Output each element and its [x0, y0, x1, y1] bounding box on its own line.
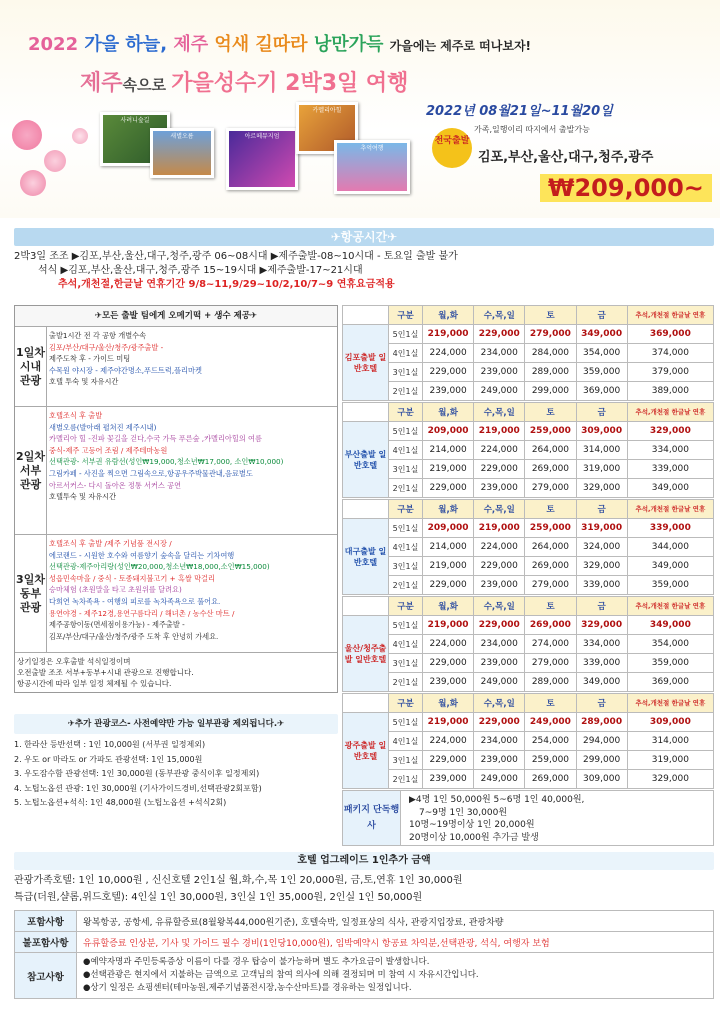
price-cell: 279,000: [525, 325, 576, 344]
departure-cities: 김포,부산,울산,대구,청주,광주: [478, 150, 654, 165]
price-cell: 329,000: [627, 770, 713, 789]
itinerary-line: 선택관광-제주아리랑(성인₩20,000,청소년₩18,000,소인₩15,000): [49, 562, 270, 572]
price-cell: 219,000: [474, 422, 525, 441]
price-cell: 254,000: [525, 732, 576, 751]
price-cell: 349,000: [627, 479, 713, 498]
price-cell: 369,000: [627, 325, 713, 344]
price-cell: 219,000: [423, 460, 474, 479]
price-header-cell: 토: [525, 403, 576, 422]
upgrade-title: 호텔 업그레이드 1인추가 금액: [14, 852, 714, 870]
price-header-cell: 수,목,일: [474, 403, 525, 422]
package-line: 10명~19명이상 1인 20,000원: [409, 820, 535, 830]
price-row: [343, 616, 714, 635]
price-cell: 249,000: [474, 382, 525, 401]
note-line: 항공시간에 따라 일부 일정 체제될 수 있습니다.: [17, 679, 172, 688]
day-1: [15, 326, 337, 406]
room-type-cell: 5인1실: [389, 713, 423, 732]
itinerary-line: 제주공항이동(면세점이용가능) - 제주출발 -: [49, 620, 185, 630]
photo-label: 새별오름: [170, 133, 194, 140]
room-type-cell: 4인1실: [389, 538, 423, 557]
price-cell: 379,000: [627, 363, 713, 382]
price-row: [343, 422, 714, 441]
price-cell: 349,000: [627, 616, 713, 635]
itinerary-line: 중식-제주 고등어 조림 / 제주테마농원: [49, 445, 168, 455]
price-cell: 224,000: [423, 732, 474, 751]
price-cell: 219,000: [423, 557, 474, 576]
photo-label: 아르떼뮤지엄: [244, 133, 280, 140]
itinerary-line: 김포/부산/대구/울산/청주/광주 도착 후 안녕히 가세요.: [49, 631, 219, 641]
price-cell: 229,000: [423, 751, 474, 770]
photo-pink-field: [334, 140, 410, 194]
price-cell: 329,000: [576, 616, 627, 635]
price-header-cell: 토: [525, 597, 576, 616]
hotel-header-cell: [343, 306, 389, 325]
price-header-cell: 구분: [389, 403, 423, 422]
price-cell: 334,000: [576, 635, 627, 654]
hotel-header-cell: [343, 694, 389, 713]
day-label: 2일차 서부 관광: [15, 407, 47, 534]
room-type-cell: 4인1실: [389, 441, 423, 460]
extra-tour-item: 3. 우도잠수함 관광선택: 1인 30,000원 (동부관광 중식이후 일정제외): [14, 769, 260, 778]
price-cell: 219,000: [423, 616, 474, 635]
price-cell: 219,000: [423, 325, 474, 344]
travel-date-range: 2022년 08월21일~11월20일: [426, 104, 613, 119]
itinerary-line: 김포/부산/대구/울산/청주/광주출발 -: [49, 342, 164, 352]
room-type-cell: 5인1실: [389, 616, 423, 635]
price-header-cell: 금: [576, 694, 627, 713]
price-cell: 259,000: [525, 422, 576, 441]
price-cell: 279,000: [525, 576, 576, 595]
price-cell: 324,000: [576, 538, 627, 557]
price-cell: 374,000: [627, 344, 713, 363]
price-cell: 309,000: [627, 713, 713, 732]
package-details: [409, 794, 584, 844]
hotel-label: 부산출발 일반호텔: [343, 422, 389, 498]
price-cell: 219,000: [423, 713, 474, 732]
price-row: [343, 382, 714, 401]
headline-part: 가을 하늘,: [84, 34, 174, 55]
itinerary-line: 승마체험 (초원말을 타고 초원위를 달려요): [49, 585, 182, 595]
itinerary-line: 선택관광- 서부권 유람선(성인₩19,000,청소년₩17,000, 소인₩10,000): [49, 457, 284, 467]
price-cell: 319,000: [576, 519, 627, 538]
photo-museum: [226, 128, 298, 190]
price-cell: 299,000: [525, 382, 576, 401]
day-label: 1일차 시내 관광: [15, 327, 47, 406]
price-cell: 209,000: [423, 422, 474, 441]
extra-tour-item: 4. 노팁노옵션 관광: 1인 30,000원 (기사가이드경비,선택관광2회포함): [14, 783, 262, 793]
hotel-label: 김포출발 일반호텔: [343, 325, 389, 401]
extra-tour-item: 5. 노팁노옵션+석식: 1인 48,000원 (노팁노옵션 +석식2회): [14, 798, 227, 807]
package-line: 7~9명 1인 30,000원: [419, 807, 508, 818]
note-line: 상기일정은 오후출발 석식일정이며: [17, 657, 131, 666]
room-type-cell: 3인1실: [389, 363, 423, 382]
price-cell: 259,000: [525, 751, 576, 770]
price-cell: 269,000: [525, 557, 576, 576]
price-cell: 289,000: [525, 673, 576, 692]
include-label: 포함사항: [15, 911, 77, 932]
room-type-cell: 5인1실: [389, 519, 423, 538]
itinerary-line: 제주도착 후 - 가이드 미팅: [49, 354, 131, 364]
price-cell: 214,000: [423, 538, 474, 557]
itinerary-line: 다희연 녹차족욕 - 여행의 피로를 녹차족욕으로 풀어요.: [49, 596, 221, 606]
price-table: [342, 499, 714, 595]
itinerary-line: 그림카페 - 사진을 찍으면 그림속으로,항공우주박물관내,음료별도: [49, 468, 253, 478]
title-part: 제주: [80, 71, 123, 96]
day-details: [49, 410, 333, 503]
price-row: [343, 519, 714, 538]
price-header-cell: 수,목,일: [474, 694, 525, 713]
price-cell: 269,000: [525, 460, 576, 479]
itinerary-line: 카멜리아 힐 -진파 꽃길을 걷다,수국 가득 푸른숲 ,카멜리아힐의 여름: [49, 434, 262, 444]
package-line: ▶4명 1인 50,000원 5~6명 1인 40,000원,: [409, 795, 585, 805]
nationwide-badge: 전국출발: [432, 128, 472, 168]
flower-decoration: [72, 128, 88, 144]
room-type-cell: 4인1실: [389, 344, 423, 363]
itinerary-line: 호텔조식 후 출발: [49, 411, 103, 420]
price-row: [343, 479, 714, 498]
price-cell: 264,000: [525, 441, 576, 460]
hotel-label: 대구출발 일반호텔: [343, 519, 389, 595]
upgrade-line: 관광가족호텔: 1인 10,000원 , 신신호텔 2인1실 월,화,수,목 1인 20,000원, 금,토,연휴 1인 30,000원: [14, 875, 463, 886]
price-cell: 224,000: [423, 344, 474, 363]
extra-tour-title: ✈추가 관광코스- 사전예약만 가능 일부관광 제외됩니다.✈: [14, 714, 338, 734]
price-cell: 209,000: [423, 519, 474, 538]
itinerary-line: 출발1시간 전 각 공항 개별수속: [49, 331, 147, 340]
price-cell: 269,000: [525, 616, 576, 635]
exclude-text: 유류할증료 인상분, 기사 및 가이드 필수 경비(1인당10,000원), 임박예약시 항공료 차익분,선택관광, 석식, 여행자 보험: [77, 932, 714, 953]
price-cell: 339,000: [627, 460, 713, 479]
price-cell: 349,000: [627, 557, 713, 576]
flower-decoration: [12, 120, 42, 150]
price-cell: 309,000: [576, 422, 627, 441]
price-cell: 334,000: [627, 441, 713, 460]
hotel-header-cell: [343, 403, 389, 422]
hotel-label: 광주출발 일반호텔: [343, 713, 389, 789]
itinerary-line: 호텔투숙 및 자유시간: [49, 492, 117, 502]
price-cell: 239,000: [474, 654, 525, 673]
price-row: [343, 576, 714, 595]
price-cell: 219,000: [474, 519, 525, 538]
headline-part: 제주: [173, 34, 215, 55]
include-row: [15, 911, 714, 932]
room-type-cell: 3인1실: [389, 557, 423, 576]
price-cell: 239,000: [474, 479, 525, 498]
price-cell: 274,000: [525, 635, 576, 654]
price-row: [343, 770, 714, 789]
hero-headline: [28, 30, 531, 56]
upgrade-line: 특급(더원,샬롬,위드호텔): 4인실 1인 30,000원, 3인실 1인 35,000원, 2인실 1인 50,000원: [14, 892, 423, 903]
price-row: [343, 441, 714, 460]
price-row: [343, 325, 714, 344]
price-table: [342, 402, 714, 498]
price-cell: 289,000: [576, 713, 627, 732]
price-cell: 359,000: [627, 576, 713, 595]
price-header-cell: 추석,개천절 한글날 연휴: [627, 500, 713, 519]
price-header-cell: 수,목,일: [474, 597, 525, 616]
price-cell: 239,000: [474, 576, 525, 595]
price-cell: 339,000: [627, 519, 713, 538]
price-cell: 314,000: [576, 441, 627, 460]
flight-row-morning: [14, 250, 714, 264]
price-header-row: [343, 597, 714, 616]
price-cell: 224,000: [474, 441, 525, 460]
flower-decoration: [20, 170, 46, 196]
price-header-cell: 월,화: [423, 306, 474, 325]
price-row: [343, 654, 714, 673]
room-type-cell: 5인1실: [389, 422, 423, 441]
price-cell: 239,000: [474, 363, 525, 382]
flight-text: ▶김포,부산,울산,대구,청주,광주 15~19시대 ▶제주출발-17~21시대: [60, 265, 363, 276]
price-cell: 349,000: [576, 325, 627, 344]
extra-tour-item: 1. 한라산 등반선택 : 1인 10,000원 (서부권 일정제외): [14, 740, 206, 749]
price-cell: 229,000: [474, 557, 525, 576]
title-part: 가을성수기 2박3일 여행: [171, 71, 409, 96]
price-cell: 359,000: [576, 363, 627, 382]
price-cell: 229,000: [423, 363, 474, 382]
room-type-cell: 2인1실: [389, 479, 423, 498]
room-type-cell: 4인1실: [389, 635, 423, 654]
price-table: [342, 305, 714, 401]
flight-times: [14, 250, 714, 292]
day-2: [15, 406, 337, 534]
extra-tour-item: 2. 우도 or 마라도 or 가파도 관광선택: 1인 15,000원: [14, 754, 203, 764]
price-cell: 249,000: [525, 713, 576, 732]
price-cell: 234,000: [474, 732, 525, 751]
price-cell: 249,000: [474, 770, 525, 789]
price-cell: 329,000: [576, 479, 627, 498]
price-cell: 319,000: [627, 751, 713, 770]
starting-price: ₩209,000~: [540, 174, 712, 202]
flight-text: ▶김포,부산,울산,대구,청주,광주 06~08시대 ▶제주출발-08~10시대 - 토요일 출발 불가: [71, 251, 458, 262]
price-header-cell: 구분: [389, 500, 423, 519]
package-label: 패키지 단독행사: [343, 791, 401, 845]
price-cell: 349,000: [576, 673, 627, 692]
price-cell: 229,000: [423, 479, 474, 498]
price-header-cell: 추석,개천절 한글날 연휴: [627, 694, 713, 713]
price-cell: 229,000: [474, 325, 525, 344]
room-type-cell: 3인1실: [389, 654, 423, 673]
package-box: [342, 790, 714, 846]
price-header-cell: 토: [525, 694, 576, 713]
price-header-cell: 추석,개천절 한글날 연휴: [627, 306, 713, 325]
price-header-row: [343, 694, 714, 713]
price-row: [343, 713, 714, 732]
price-cell: 319,000: [576, 460, 627, 479]
room-type-cell: 2인1실: [389, 770, 423, 789]
price-cell: 264,000: [525, 538, 576, 557]
photo-label: 카멜리아힐: [312, 107, 342, 114]
price-header-cell: 월,화: [423, 403, 474, 422]
depart-note: 가족,일행이리 따지에서 출발가능: [474, 125, 590, 134]
room-type-cell: 4인1실: [389, 732, 423, 751]
price-header-cell: 구분: [389, 597, 423, 616]
price-table: [342, 693, 714, 789]
room-type-cell: 5인1실: [389, 325, 423, 344]
itinerary-box: [14, 305, 338, 693]
price-cell: 354,000: [627, 635, 713, 654]
price-table: [342, 596, 714, 692]
price-cell: 339,000: [576, 654, 627, 673]
hotel-label: 울산/청주출발 일반호텔: [343, 616, 389, 692]
price-cell: 284,000: [525, 344, 576, 363]
photo-label: 사려니숲길: [120, 117, 150, 124]
day-details: [49, 538, 333, 642]
itinerary-line: 에코랜드 - 시원한 호수와 여름향기 숲속을 달리는 기차여행: [49, 550, 235, 560]
price-cell: 279,000: [525, 479, 576, 498]
package-line: 20명이상 10,000원 추가금 발생: [409, 832, 539, 843]
price-cell: 239,000: [423, 770, 474, 789]
day-details: [49, 330, 333, 388]
headline-part: 낭만가득: [313, 34, 390, 55]
price-cell: 294,000: [576, 732, 627, 751]
price-header-cell: 월,화: [423, 500, 474, 519]
flight-label: 2박3일 조조: [14, 251, 69, 262]
reference-line: ●상기 일정은 쇼핑센터(테마농원,제주기념품전시장,농수산마트)를 경유하는 일정입니다.: [83, 983, 412, 993]
headline-part: 2022: [28, 34, 85, 55]
price-row: [343, 538, 714, 557]
price-header-row: [343, 403, 714, 422]
price-cell: 229,000: [474, 713, 525, 732]
price-cell: 259,000: [525, 519, 576, 538]
itinerary-line: 용연야경 - 제주12경,용연구름다리 / 해녀촌 / 농수산 마트 /: [49, 608, 235, 618]
price-cell: 249,000: [474, 673, 525, 692]
price-row: [343, 344, 714, 363]
flower-decoration: [44, 150, 66, 172]
hotel-header-cell: [343, 500, 389, 519]
price-row: [343, 635, 714, 654]
price-cell: 369,000: [627, 673, 713, 692]
price-cell: 309,000: [576, 770, 627, 789]
itinerary-line: 아르서커스- 다시 돌아온 정통 서커스 공연: [49, 480, 182, 490]
price-header-row: [343, 306, 714, 325]
exclude-label: 불포함사항: [15, 932, 77, 953]
price-cell: 234,000: [474, 635, 525, 654]
price-header-cell: 금: [576, 597, 627, 616]
flight-row-evening: [14, 264, 714, 278]
price-cell: 229,000: [474, 460, 525, 479]
price-cell: 354,000: [576, 344, 627, 363]
upgrade-details: [14, 872, 714, 906]
price-row: [343, 673, 714, 692]
headline-tail: 가을에는 제주로 떠나보자!: [389, 39, 532, 53]
hero-title: [80, 66, 408, 97]
price-header-cell: 월,화: [423, 694, 474, 713]
room-type-cell: 3인1실: [389, 460, 423, 479]
price-header-cell: 토: [525, 306, 576, 325]
price-cell: 229,000: [474, 616, 525, 635]
price-header-row: [343, 500, 714, 519]
hotel-header-cell: [343, 597, 389, 616]
include-text: 왕복항공, 공항세, 유류할증료(8월왕복44,000원기준), 호텔숙박, 일정표상의 식사, 관광지입장료, 관광차량: [77, 911, 714, 932]
exclude-row: [15, 932, 714, 953]
itinerary-line: 호텔조식 후 출발 /제주 기념품 전시장 /: [49, 539, 172, 548]
reference-row: [15, 953, 714, 999]
price-row: [343, 751, 714, 770]
room-type-cell: 2인1실: [389, 576, 423, 595]
price-row: [343, 557, 714, 576]
terms-table: [14, 910, 714, 999]
price-cell: 229,000: [423, 576, 474, 595]
price-header-cell: 월,화: [423, 597, 474, 616]
headline-part: 길따라: [255, 34, 314, 55]
room-type-cell: 2인1실: [389, 382, 423, 401]
reference-text: [77, 953, 714, 999]
price-cell: 359,000: [627, 654, 713, 673]
itinerary-note: [15, 652, 337, 692]
price-cell: 239,000: [474, 751, 525, 770]
price-cell: 339,000: [576, 576, 627, 595]
itinerary-line: 성읍민속마을 / 중식 - 토종돼지불고기 + 흑쌀 막걸리: [49, 573, 215, 583]
itinerary-line: 호텔 투숙 및 자유시간: [49, 377, 119, 387]
price-header-cell: 추석,개천절 한글날 연휴: [627, 597, 713, 616]
price-header-cell: 수,목,일: [474, 500, 525, 519]
price-header-cell: 토: [525, 500, 576, 519]
price-cell: 224,000: [423, 635, 474, 654]
price-cell: 314,000: [627, 732, 713, 751]
itinerary-line: 새별오름(발아래 펼쳐진 제주시내): [49, 422, 157, 432]
photo-label: 추억여행: [360, 145, 384, 152]
headline-part: 억새: [214, 34, 256, 55]
flight-label: 석식: [38, 265, 58, 276]
price-header-cell: 수,목,일: [474, 306, 525, 325]
day-label: 3일차 동부 관광: [15, 535, 47, 652]
holiday-note: 추석,개천절,한글날 연휴기간 9/8~11,9/29~10/2,10/7~9 연휴요금적용: [58, 279, 395, 290]
price-cell: 299,000: [576, 751, 627, 770]
price-cell: 344,000: [627, 538, 713, 557]
price-cell: 329,000: [576, 557, 627, 576]
price-cell: 269,000: [525, 770, 576, 789]
price-cell: 329,000: [627, 422, 713, 441]
itinerary-header: ✈모든 출발 팀에게 오메기떡 + 생수 제공✈: [15, 306, 337, 326]
price-cell: 389,000: [627, 382, 713, 401]
price-row: [343, 363, 714, 382]
price-cell: 229,000: [423, 654, 474, 673]
itinerary-line: 수목원 야시장 - 제주야간명소,푸드트럭,플리마켓: [49, 365, 202, 375]
reference-line: ●예약자명과 주민등록증상 이름이 다를 경우 탑승이 불가능하며 별도 추가요금이 발생합니다.: [83, 957, 430, 967]
room-type-cell: 2인1실: [389, 673, 423, 692]
note-line: 오전출발 조조 서부+동부+시내 관광으로 진행합니다.: [17, 668, 194, 677]
reference-line: ●선택관광은 현지에서 지불하는 금액으로 고객님의 참여 의사에 의해 결정되며 미 참여 시 자유시간입니다.: [83, 970, 479, 980]
price-header-cell: 금: [576, 500, 627, 519]
day-3: [15, 534, 337, 652]
price-header-cell: 구분: [389, 694, 423, 713]
price-header-cell: 금: [576, 306, 627, 325]
price-cell: 279,000: [525, 654, 576, 673]
price-cell: 289,000: [525, 363, 576, 382]
reference-label: 참고사항: [15, 953, 77, 999]
title-part: 속으로: [122, 76, 172, 94]
price-cell: 239,000: [423, 673, 474, 692]
price-row: [343, 732, 714, 751]
price-cell: 234,000: [474, 344, 525, 363]
price-header-cell: 금: [576, 403, 627, 422]
hero-banner: [0, 0, 720, 218]
price-cell: 239,000: [423, 382, 474, 401]
extra-tour-list: [14, 738, 338, 811]
flight-section-title: ✈항공시간✈: [14, 228, 714, 246]
price-header-cell: 추석,개천절 한글날 연휴: [627, 403, 713, 422]
photo-oreum: [150, 128, 214, 178]
price-row: [343, 460, 714, 479]
price-header-cell: 구분: [389, 306, 423, 325]
price-cell: 224,000: [474, 538, 525, 557]
room-type-cell: 3인1실: [389, 751, 423, 770]
price-cell: 369,000: [576, 382, 627, 401]
price-cell: 214,000: [423, 441, 474, 460]
